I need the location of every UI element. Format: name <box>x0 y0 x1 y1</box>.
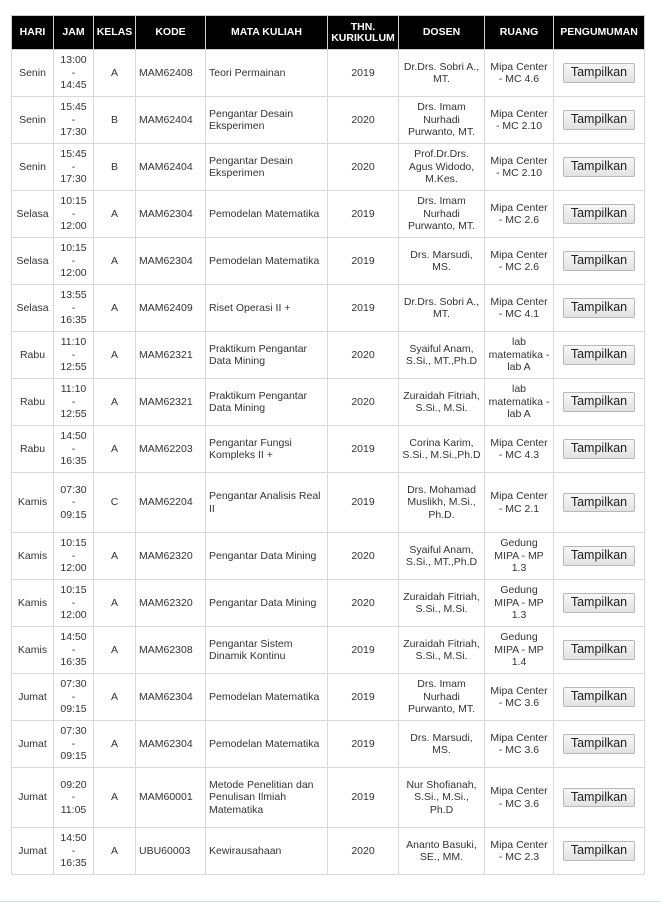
tampilkan-button[interactable]: Tampilkan <box>563 593 635 613</box>
cell-pengumuman <box>554 332 645 379</box>
cell-dosen: Zuraidah Fitriah, S.Si., M.Si. <box>399 379 485 426</box>
cell-ruang: Gedung MIPA - MP 1.4 <box>485 627 554 674</box>
cell-kelas: A <box>94 285 136 332</box>
cell-jam <box>54 674 94 721</box>
jam-part: 17:30 <box>60 173 87 186</box>
cell-ruang: Mipa Center - MC 4.6 <box>485 50 554 97</box>
table-row <box>12 721 645 768</box>
cell-kelas: B <box>94 144 136 191</box>
cell-ruang: Mipa Center - MC 2.1 <box>485 473 554 533</box>
cell-ruang: Mipa Center - MC 3.6 <box>485 768 554 828</box>
tampilkan-button[interactable]: Tampilkan <box>563 157 635 177</box>
jam-part: - <box>71 496 76 509</box>
cell-pengumuman <box>554 191 645 238</box>
cell-thn-kurikulum: 2019 <box>328 768 399 828</box>
jam-part: 14:50 <box>60 832 87 845</box>
cell-jam <box>54 97 94 144</box>
jam-part: 15:45 <box>60 148 87 161</box>
cell-thn-kurikulum: 2019 <box>328 285 399 332</box>
cell-ruang: Gedung MIPA - MP 1.3 <box>485 533 554 580</box>
jam-part: - <box>71 844 76 857</box>
jam-part: 16:35 <box>60 314 87 327</box>
cell-dosen: Drs. Marsudi, MS. <box>399 721 485 768</box>
tampilkan-button[interactable]: Tampilkan <box>563 788 635 808</box>
jam-part: - <box>71 66 76 79</box>
jam-part: 10:15 <box>60 195 87 208</box>
table-row <box>12 768 645 828</box>
cell-hari: Kamis <box>12 580 54 627</box>
cell-hari: Senin <box>12 144 54 191</box>
table-row <box>12 580 645 627</box>
cell-kode: MAM62321 <box>136 379 206 426</box>
tampilkan-button[interactable]: Tampilkan <box>563 204 635 224</box>
jam-part: - <box>71 395 76 408</box>
cell-dosen: Syaiful Anam, S.Si., MT.,Ph.D <box>399 533 485 580</box>
schedule-container <box>11 15 644 875</box>
cell-mata-kuliah: Teori Permainan <box>206 50 328 97</box>
cell-kode: MAM62308 <box>136 627 206 674</box>
cell-thn-kurikulum: 2020 <box>328 332 399 379</box>
table-row <box>12 285 645 332</box>
cell-mata-kuliah: Metode Penelitian dan Penulisan Ilmiah Matematika <box>206 768 328 828</box>
jam-part: 16:35 <box>60 857 87 870</box>
cell-kelas: A <box>94 379 136 426</box>
cell-mata-kuliah: Pemodelan Matematika <box>206 721 328 768</box>
tampilkan-button[interactable]: Tampilkan <box>563 298 635 318</box>
jam-part: - <box>71 643 76 656</box>
table-row <box>12 379 645 426</box>
cell-kelas: A <box>94 580 136 627</box>
cell-kelas: A <box>94 674 136 721</box>
cell-dosen: Nur Shofianah, S.Si., M.Si., Ph.D <box>399 768 485 828</box>
cell-ruang: lab matematika - lab A <box>485 332 554 379</box>
jam-part: 09:15 <box>60 508 87 521</box>
cell-kelas: C <box>94 473 136 533</box>
header-kode: KODE <box>136 16 206 50</box>
cell-dosen: Dr.Drs. Sobri A., MT. <box>399 285 485 332</box>
cell-mata-kuliah: Pengantar Desain Eksperimen <box>206 97 328 144</box>
cell-hari: Selasa <box>12 285 54 332</box>
tampilkan-button[interactable]: Tampilkan <box>563 687 635 707</box>
cell-thn-kurikulum: 2019 <box>328 674 399 721</box>
jam-part: 07:30 <box>60 725 87 738</box>
tampilkan-button[interactable]: Tampilkan <box>563 841 635 861</box>
cell-pengumuman <box>554 768 645 828</box>
cell-jam <box>54 721 94 768</box>
cell-jam <box>54 533 94 580</box>
cell-kelas: A <box>94 191 136 238</box>
jam-part: 11:10 <box>60 383 87 396</box>
cell-hari: Jumat <box>12 674 54 721</box>
tampilkan-button[interactable]: Tampilkan <box>563 345 635 365</box>
tampilkan-button[interactable]: Tampilkan <box>563 734 635 754</box>
header-ruang: RUANG <box>485 16 554 50</box>
cell-thn-kurikulum: 2019 <box>328 191 399 238</box>
cell-pengumuman <box>554 426 645 473</box>
tampilkan-button[interactable]: Tampilkan <box>563 439 635 459</box>
jam-part: - <box>71 207 76 220</box>
cell-ruang: Mipa Center - MC 2.10 <box>485 97 554 144</box>
cell-kode: MAM62404 <box>136 97 206 144</box>
jam-part: - <box>71 690 76 703</box>
schedule-table <box>11 15 645 875</box>
tampilkan-button[interactable]: Tampilkan <box>563 251 635 271</box>
table-row <box>12 828 645 875</box>
jam-part: 13:00 <box>60 54 87 67</box>
cell-mata-kuliah: Pengantar Desain Eksperimen <box>206 144 328 191</box>
jam-part: 17:30 <box>60 126 87 139</box>
jam-part: 12:00 <box>60 562 87 575</box>
cell-pengumuman <box>554 533 645 580</box>
header-hari: HARI <box>12 16 54 50</box>
cell-pengumuman <box>554 473 645 533</box>
table-body <box>12 50 645 875</box>
jam-part: 14:50 <box>60 430 87 443</box>
jam-part: 11:05 <box>60 803 87 816</box>
cell-thn-kurikulum: 2020 <box>328 97 399 144</box>
cell-dosen: Drs. Imam Nurhadi Purwanto, MT. <box>399 674 485 721</box>
jam-part: 14:50 <box>60 631 87 644</box>
table-row <box>12 97 645 144</box>
cell-ruang: Mipa Center - MC 2.6 <box>485 191 554 238</box>
cell-thn-kurikulum: 2019 <box>328 473 399 533</box>
cell-kelas: A <box>94 828 136 875</box>
jam-part: 15:45 <box>60 101 87 114</box>
cell-jam <box>54 473 94 533</box>
cell-kode: MAM62408 <box>136 50 206 97</box>
cell-jam <box>54 426 94 473</box>
cell-dosen: Prof.Dr.Drs. Agus Widodo, M.Kes. <box>399 144 485 191</box>
jam-part: 12:00 <box>60 609 87 622</box>
bottom-divider <box>0 901 661 902</box>
cell-mata-kuliah: Pengantar Fungsi Kompleks II + <box>206 426 328 473</box>
cell-hari: Senin <box>12 97 54 144</box>
cell-jam <box>54 580 94 627</box>
cell-mata-kuliah: Pemodelan Matematika <box>206 674 328 721</box>
cell-dosen: Drs. Imam Nurhadi Purwanto, MT. <box>399 191 485 238</box>
table-row <box>12 332 645 379</box>
tampilkan-button[interactable]: Tampilkan <box>563 546 635 566</box>
tampilkan-button[interactable]: Tampilkan <box>563 110 635 130</box>
tampilkan-button[interactable]: Tampilkan <box>563 493 635 513</box>
jam-part: 10:15 <box>60 537 87 550</box>
table-row <box>12 533 645 580</box>
jam-part: 07:30 <box>60 483 87 496</box>
cell-jam <box>54 768 94 828</box>
cell-dosen: Zuraidah Fitriah, S.Si., M.Si. <box>399 580 485 627</box>
jam-part: 14:45 <box>60 79 87 92</box>
tampilkan-button[interactable]: Tampilkan <box>563 63 635 83</box>
cell-dosen: Corina Karim, S.Si., M.Si.,Ph.D <box>399 426 485 473</box>
table-row <box>12 627 645 674</box>
cell-thn-kurikulum: 2020 <box>328 828 399 875</box>
cell-mata-kuliah: Praktikum Pengantar Data Mining <box>206 379 328 426</box>
jam-part: 09:20 <box>60 778 87 791</box>
jam-part: - <box>71 442 76 455</box>
cell-kode: MAM62203 <box>136 426 206 473</box>
cell-pengumuman <box>554 580 645 627</box>
jam-part: 12:00 <box>60 220 87 233</box>
cell-dosen: Drs. Mohamad Muslikh, M.Si., Ph.D. <box>399 473 485 533</box>
cell-kode: MAM62304 <box>136 191 206 238</box>
cell-hari: Rabu <box>12 379 54 426</box>
table-row <box>12 473 645 533</box>
cell-mata-kuliah: Pemodelan Matematika <box>206 238 328 285</box>
cell-hari: Kamis <box>12 533 54 580</box>
cell-kode: MAM62320 <box>136 533 206 580</box>
jam-part: - <box>71 596 76 609</box>
header-mata-kuliah: MATA KULIAH <box>206 16 328 50</box>
jam-part: 09:15 <box>60 750 87 763</box>
cell-ruang: Mipa Center - MC 4.3 <box>485 426 554 473</box>
cell-kelas: A <box>94 627 136 674</box>
jam-part: 10:15 <box>60 242 87 255</box>
cell-dosen: Ananto Basuki, SE., MM. <box>399 828 485 875</box>
cell-kelas: A <box>94 768 136 828</box>
cell-kode: MAM62404 <box>136 144 206 191</box>
cell-ruang: lab matematika - lab A <box>485 379 554 426</box>
cell-hari: Jumat <box>12 828 54 875</box>
cell-pengumuman <box>554 627 645 674</box>
jam-part: - <box>71 113 76 126</box>
cell-kelas: B <box>94 97 136 144</box>
cell-mata-kuliah: Riset Operasi II + <box>206 285 328 332</box>
cell-jam <box>54 191 94 238</box>
cell-ruang: Mipa Center - MC 3.6 <box>485 721 554 768</box>
cell-thn-kurikulum: 2020 <box>328 144 399 191</box>
jam-part: 07:30 <box>60 678 87 691</box>
jam-part: - <box>71 549 76 562</box>
cell-pengumuman <box>554 285 645 332</box>
cell-ruang: Mipa Center - MC 4.1 <box>485 285 554 332</box>
header-pengumuman: PENGUMUMAN <box>554 16 645 50</box>
cell-pengumuman <box>554 828 645 875</box>
jam-part: - <box>71 301 76 314</box>
jam-part: - <box>71 254 76 267</box>
cell-thn-kurikulum: 2020 <box>328 379 399 426</box>
cell-kelas: A <box>94 533 136 580</box>
cell-kelas: A <box>94 426 136 473</box>
cell-pengumuman <box>554 50 645 97</box>
jam-part: - <box>71 737 76 750</box>
tampilkan-button[interactable]: Tampilkan <box>563 392 635 412</box>
cell-mata-kuliah: Pengantar Analisis Real II <box>206 473 328 533</box>
cell-thn-kurikulum: 2019 <box>328 721 399 768</box>
cell-kelas: A <box>94 721 136 768</box>
cell-dosen: Drs. Marsudi, MS. <box>399 238 485 285</box>
cell-dosen: Syaiful Anam, S.Si., MT.,Ph.D <box>399 332 485 379</box>
cell-kode: MAM62320 <box>136 580 206 627</box>
cell-kode: UBU60003 <box>136 828 206 875</box>
table-row <box>12 50 645 97</box>
cell-dosen: Dr.Drs. Sobri A., MT. <box>399 50 485 97</box>
cell-jam <box>54 379 94 426</box>
jam-part: - <box>71 160 76 173</box>
header-kelas: KELAS <box>94 16 136 50</box>
jam-part: 16:35 <box>60 656 87 669</box>
cell-hari: Rabu <box>12 332 54 379</box>
jam-part: - <box>71 348 76 361</box>
jam-part: 16:35 <box>60 455 87 468</box>
cell-ruang: Mipa Center - MC 2.10 <box>485 144 554 191</box>
cell-hari: Jumat <box>12 768 54 828</box>
cell-pengumuman <box>554 674 645 721</box>
cell-kelas: A <box>94 332 136 379</box>
table-row <box>12 674 645 721</box>
cell-pengumuman <box>554 379 645 426</box>
cell-pengumuman <box>554 721 645 768</box>
cell-ruang: Mipa Center - MC 2.3 <box>485 828 554 875</box>
cell-mata-kuliah: Praktikum Pengantar Data Mining <box>206 332 328 379</box>
jam-part: 12:55 <box>60 361 87 374</box>
cell-hari: Kamis <box>12 627 54 674</box>
cell-kelas: A <box>94 50 136 97</box>
cell-hari: Kamis <box>12 473 54 533</box>
cell-kode: MAM62204 <box>136 473 206 533</box>
cell-kode: MAM62304 <box>136 721 206 768</box>
cell-jam <box>54 50 94 97</box>
cell-thn-kurikulum: 2019 <box>328 238 399 285</box>
cell-thn-kurikulum: 2020 <box>328 533 399 580</box>
tampilkan-button[interactable]: Tampilkan <box>563 640 635 660</box>
jam-part: - <box>71 791 76 804</box>
table-row <box>12 144 645 191</box>
cell-hari: Jumat <box>12 721 54 768</box>
cell-dosen: Zuraidah Fitriah, S.Si., M.Si. <box>399 627 485 674</box>
jam-part: 13:55 <box>60 289 87 302</box>
cell-jam <box>54 332 94 379</box>
jam-part: 09:15 <box>60 703 87 716</box>
jam-part: 12:00 <box>60 267 87 280</box>
cell-kode: MAM62304 <box>136 238 206 285</box>
cell-hari: Selasa <box>12 191 54 238</box>
cell-mata-kuliah: Pengantar Data Mining <box>206 533 328 580</box>
table-row <box>12 238 645 285</box>
jam-part: 10:15 <box>60 584 87 597</box>
cell-ruang: Gedung MIPA - MP 1.3 <box>485 580 554 627</box>
cell-kode: MAM62304 <box>136 674 206 721</box>
jam-part: 12:55 <box>60 408 87 421</box>
header-jam: JAM <box>54 16 94 50</box>
cell-hari: Senin <box>12 50 54 97</box>
cell-hari: Selasa <box>12 238 54 285</box>
jam-part: 11:10 <box>60 336 87 349</box>
cell-thn-kurikulum: 2019 <box>328 50 399 97</box>
cell-hari: Rabu <box>12 426 54 473</box>
cell-kelas: A <box>94 238 136 285</box>
cell-pengumuman <box>554 144 645 191</box>
header-dosen: DOSEN <box>399 16 485 50</box>
cell-ruang: Mipa Center - MC 3.6 <box>485 674 554 721</box>
cell-jam <box>54 285 94 332</box>
cell-mata-kuliah: Pengantar Sistem Dinamik Kontinu <box>206 627 328 674</box>
cell-jam <box>54 238 94 285</box>
header-thn-kurikulum: THN. KURIKULUM <box>328 16 399 50</box>
table-header-row <box>12 16 645 50</box>
cell-pengumuman <box>554 97 645 144</box>
cell-mata-kuliah: Pengantar Data Mining <box>206 580 328 627</box>
cell-jam <box>54 627 94 674</box>
cell-kode: MAM60001 <box>136 768 206 828</box>
cell-jam <box>54 828 94 875</box>
cell-pengumuman <box>554 238 645 285</box>
cell-jam <box>54 144 94 191</box>
cell-kode: MAM62409 <box>136 285 206 332</box>
table-row <box>12 191 645 238</box>
cell-thn-kurikulum: 2019 <box>328 627 399 674</box>
cell-thn-kurikulum: 2020 <box>328 580 399 627</box>
table-row <box>12 426 645 473</box>
cell-dosen: Drs. Imam Nurhadi Purwanto, MT. <box>399 97 485 144</box>
cell-ruang: Mipa Center - MC 2.6 <box>485 238 554 285</box>
cell-mata-kuliah: Kewirausahaan <box>206 828 328 875</box>
cell-kode: MAM62321 <box>136 332 206 379</box>
cell-thn-kurikulum: 2019 <box>328 426 399 473</box>
cell-mata-kuliah: Pemodelan Matematika <box>206 191 328 238</box>
